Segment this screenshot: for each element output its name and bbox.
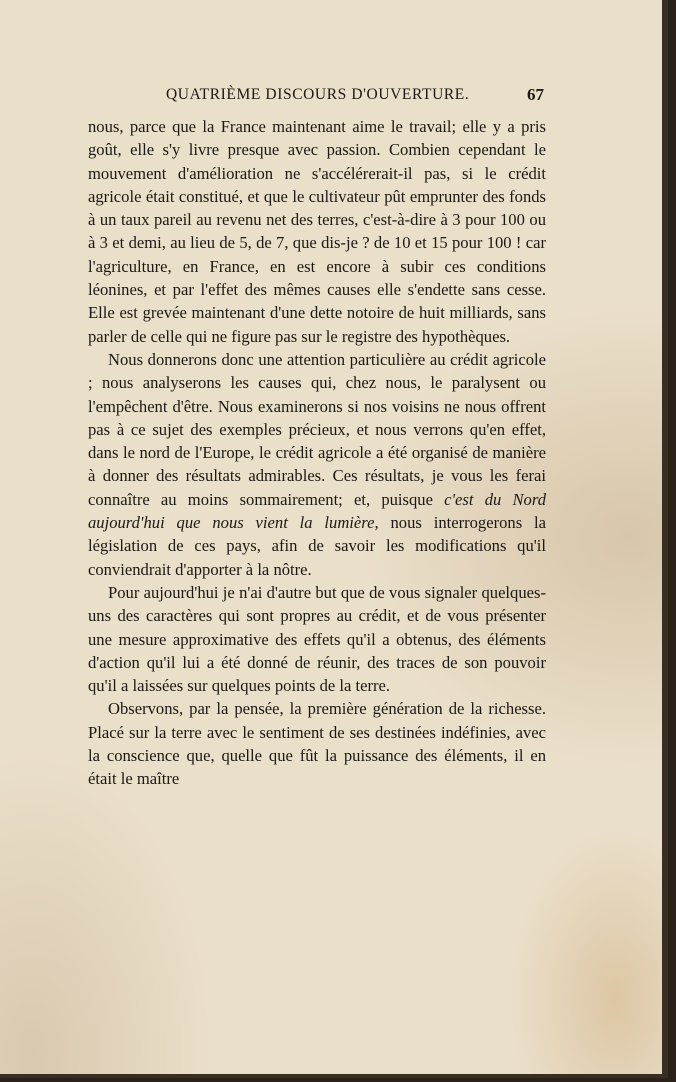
paragraph-2-text-before: Nous donnerons donc une attention particulière au crédit agricole ; nous analyserons les causes qui, chez nous, le paralysent ou l'empêchent d'être. Nous examinerons si nos voisins ne nous offrent pas à ce sujet des exemples précieux, et nous verrons qu'en effet, dans le nord de l'Europe, le crédit agricole a été organisé de manière à donner des résultats admirables. Ces résultats, je vous les ferai connaître au moins sommairement; et, puisque xyxy=(88,349,546,509)
paragraph-2-text-after: , nous interrogerons la législation de ces pays, afin de savoir les modifications qu'il conviendrait d'apporter à la nôtre. xyxy=(88,513,547,579)
page-number: 67 xyxy=(527,85,544,104)
paragraph-2 xyxy=(88,348,546,581)
body-text xyxy=(88,115,546,791)
page-header xyxy=(88,86,546,112)
paragraph-1: nous, parce que la France maintenant aime le travail; elle y a pris goût, elle s'y livre presque avec passion. Combien cependant le mouvement d'amélioration ne s'accélérerait-il pas, si le crédit agricole était constitué, et que le cultivateur pût emprunter des fonds à un taux pareil au revenu net des terres, c'est-à-dire à 3 pour 100 ou à 3 et demi, au lieu de 5, de 7, que dis-je ? de 10 et 15 pour 100 ! car l'agriculture, en France, en est encore à subir ces conditions léonines, et par l'effet des mêmes causes elle s'endette sans cesse. Elle est grevée maintenant d'une dette notoire de huit milliards, sans parler de celle qui ne figure pas sur le registre des hypothèques. xyxy=(88,117,546,346)
paragraph-4: Observons, par la pensée, la première génération de la richesse. Placé sur la terre avec le sentiment de ses destinées indéfinies, avec la conscience que, quelle que fût la puissance des éléments, il en était le maître xyxy=(88,699,546,789)
running-title: QUATRIÈME DISCOURS D'OUVERTURE. xyxy=(166,86,470,103)
paragraph-2-emphasis: c'est du Nord aujourd'hui que nous vient la lumière xyxy=(88,489,546,533)
paragraph-3: Pour aujourd'hui je n'ai d'autre but que de vous signaler quelques-uns des caractères qui sont propres au crédit, et de vous présenter une mesure approximative des effets qu'il a obtenus, des éléments d'action qu'il lui a été donné de réunir, des traces de son pouvoir qu'il a laissées sur quelques points de la terre. xyxy=(88,582,546,696)
